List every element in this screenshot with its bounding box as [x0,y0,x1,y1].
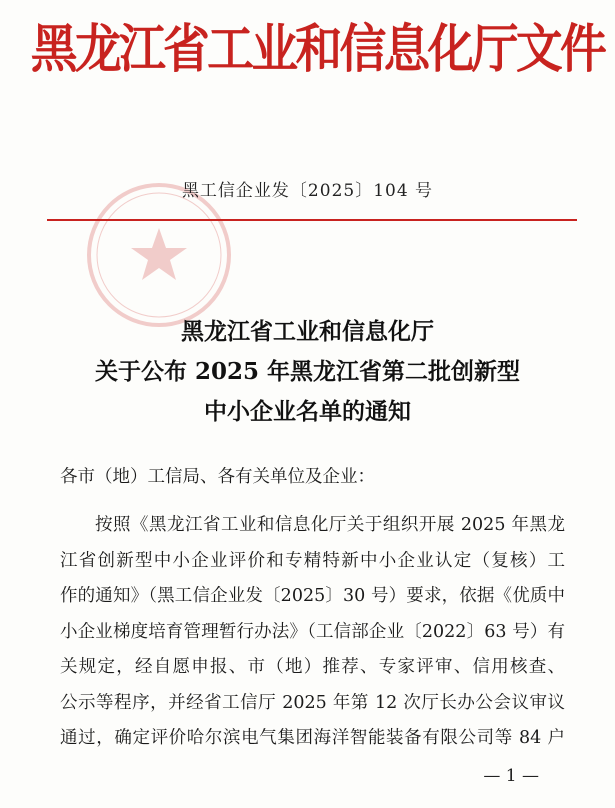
body-line: 通过，确定评价哈尔滨电气集团海洋智能装备有限公司等 84 户 [60,728,565,748]
body-line: 关规定，经自愿申报、市（地）推荐、专家评审、信用核查、 [60,657,565,677]
notice-title-line: 中小企业名单的通知 [204,398,411,425]
body-line: 按照《黑龙江省工业和信息化厅关于组织开展 2025 年黑龙 [95,515,565,535]
notice-title-line: 黑龙江省工业和信息化厅 [181,318,434,345]
body-line: 江省创新型中小企业评价和专精特新中小企业认定（复核）工 [60,550,565,571]
notice-body [60,508,565,757]
page-number: — 1 — [483,766,539,786]
official-seal-icon [84,180,234,330]
notice-title-line: 关于公布 2025 年黑龙江省第二批创新型 [94,358,521,385]
salutation: 各市（地）工信局、各有关单位及企业： [60,467,375,487]
body-line: 公示等程序，并经省工信厅 2025 年第 12 次厅长办公会议审议 [60,692,565,713]
notice-title [0,312,615,432]
document-header-title: 黑龙江省工业和信息化厅文件 [30,20,605,80]
body-line: 作的通知》（黑工信企业发〔2025〕30 号）要求，依据《优质中 [60,586,565,606]
body-line: 小企业梯度培育管理暂行办法》（工信部企业〔2022〕63 号）有 [60,621,565,642]
header-divider [47,219,577,221]
document-number: 黑工信企业发〔2025〕104 号 [181,181,434,201]
